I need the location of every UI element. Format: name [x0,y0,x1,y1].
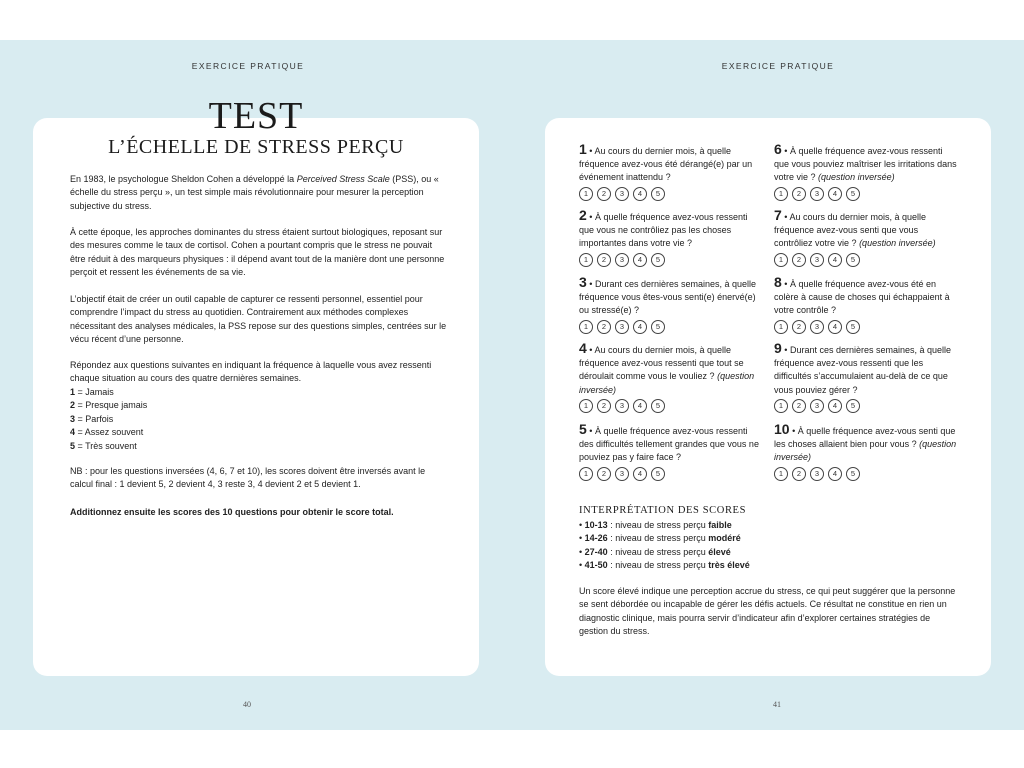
intro-paragraph-1 [70,173,450,213]
answer-option[interactable]: 4 [828,399,842,413]
scale-item: 1 = Jamais [70,387,114,397]
answer-options [774,320,959,334]
answer-option[interactable]: 5 [846,399,860,413]
scale-item: 2 = Presque jamais [70,400,148,411]
interpretation-item: • 41-50 : niveau de stress perçu très élevé [579,560,750,571]
interpretation-item: • 27-40 : niveau de stress perçu élevé [579,546,731,557]
book-spread [0,40,1024,730]
answer-option[interactable]: 1 [774,187,788,201]
question-5: 5 • À quelle fréquence avez-vous ressenti des difficultés tellement grandes que vous ne pouviez pas y faire face ? 1 2 3 4 5 [579,423,764,481]
answer-option[interactable]: 4 [633,320,647,334]
answer-option[interactable]: 2 [792,187,806,201]
answer-options [774,187,959,201]
answer-option[interactable]: 3 [615,320,629,334]
answer-option[interactable]: 5 [846,187,860,201]
interpretation-item: • 14-26 : niveau de stress perçu modéré [579,533,741,544]
intro-paragraph-3: L’objectif était de créer un outil capable de capturer ce ressenti personnel, essentiel pour comprendre l’impact du stress au quotidien. Contrairement aux méthodes complexes nécessitant des analyses médicales, la PSS repose sur des questions simples, centrées sur le vécu récent d’une personne. [70,294,447,345]
answer-option[interactable]: 2 [792,467,806,481]
answer-option[interactable]: 2 [792,320,806,334]
answer-option[interactable]: 5 [846,467,860,481]
intro-paragraph-4: Répondez aux questions suivantes en indiquant la fréquence à laquelle vous avez ressenti chaque situation au cours des quatre dernières semaines. [70,360,432,384]
question-7: 7 • Au cours du dernier mois, à quelle fréquence avez-vous senti que vous contrôliez votre vie ? (question inversée) 1 2 3 4 5 [774,209,959,267]
answer-option[interactable]: 3 [810,467,824,481]
answer-option[interactable]: 4 [633,467,647,481]
answer-option[interactable]: 2 [597,467,611,481]
answer-option[interactable]: 2 [597,253,611,267]
answer-option[interactable]: 1 [774,253,788,267]
answer-option[interactable]: 4 [828,320,842,334]
answer-option[interactable]: 4 [828,187,842,201]
answer-option[interactable]: 1 [579,320,593,334]
intro-p1-start: En 1983, le psychologue Sheldon Cohen a développé la [70,174,297,184]
answer-option[interactable]: 1 [579,187,593,201]
scale-item: 4 = Assez souvent [70,427,144,438]
question-1: 1 • Au cours du dernier mois, à quelle fréquence avez-vous été dérangé(e) par un événement inattendu ? 1 2 3 4 5 [579,143,764,201]
question-2: 2 • À quelle fréquence avez-vous ressenti que vous ne contrôliez pas les choses importantes dans votre vie ? 1 2 3 4 5 [579,209,764,267]
answer-option[interactable]: 3 [615,253,629,267]
answer-option[interactable]: 5 [651,187,665,201]
question-4: 4 • Au cours du dernier mois, à quelle fréquence avez-vous ressenti que tout se déroulait comme vous le vouliez ? (question inversée) 1 2 3 4 5 [579,342,764,413]
answer-option[interactable]: 3 [615,467,629,481]
page-header-right: EXERCICE PRATIQUE [721,61,835,71]
answer-option[interactable]: 5 [846,253,860,267]
nb-note: NB : pour les questions inversées (4, 6, 7 et 10), les scores doivent être inversés avant le calcul final : 1 devient 5, 2 devient 4, 3 reste 3, 4 devient 2 et 5 devient 1. [70,466,426,490]
answer-option[interactable]: 5 [651,320,665,334]
answer-option[interactable]: 4 [828,253,842,267]
answer-option[interactable]: 5 [651,399,665,413]
test-title: TEST [208,95,304,137]
answer-option[interactable]: 3 [810,253,824,267]
answer-options [774,253,959,267]
answer-option[interactable]: 5 [651,253,665,267]
interpretation-title: INTERPRÉTATION DES SCORES [579,505,747,516]
answer-option[interactable]: 3 [615,187,629,201]
answer-option[interactable]: 1 [579,467,593,481]
scale-item: 3 = Parfois [70,413,114,424]
answer-options [579,399,764,413]
answer-option[interactable]: 5 [846,320,860,334]
interpretation-list [579,519,750,573]
answer-option[interactable]: 4 [828,467,842,481]
answer-option[interactable]: 3 [615,399,629,413]
answer-options [774,467,959,481]
question-8: 8 • À quelle fréquence avez-vous été en colère à cause de choses qui échappaient à votre contrôle ? 1 2 3 4 5 [774,276,959,334]
answer-option[interactable]: 3 [810,320,824,334]
frequency-scale [70,386,450,453]
scale-item: 5 = Très souvent [70,440,137,451]
page-header-left: EXERCICE PRATIQUE [191,61,305,71]
answer-options [579,253,764,267]
answer-option[interactable]: 2 [597,187,611,201]
answer-option[interactable]: 2 [597,320,611,334]
test-subtitle: L’ÉCHELLE DE STRESS PERÇU [108,136,404,158]
answer-option[interactable]: 4 [633,399,647,413]
answer-option[interactable]: 1 [579,399,593,413]
answer-option[interactable]: 5 [651,467,665,481]
final-instruction: Additionnez ensuite les scores des 10 questions pour obtenir le score total. [70,507,394,517]
answer-option[interactable]: 4 [633,253,647,267]
answer-option[interactable]: 1 [774,320,788,334]
page-number-right: 41 [773,700,781,709]
answer-options [579,467,764,481]
intro-p1-emphasis: Perceived Stress Scale [296,174,390,184]
answer-options [579,320,764,334]
interpretation-item: • 10-13 : niveau de stress perçu faible [579,520,732,530]
question-6: 6 • À quelle fréquence avez-vous ressenti que vous pouviez maîtriser les irritations dans votre vie ? (question inversée) 1 2 3 4 5 [774,143,959,201]
answer-options [579,187,764,201]
answer-option[interactable]: 4 [633,187,647,201]
answer-option[interactable]: 2 [597,399,611,413]
intro-paragraph-2: À cette époque, les approches dominantes du stress étaient surtout biologiques, reposant sur des mesures comme le taux de cortisol. Cohen a pourtant compris que le stress ne pouvait être réduit à des marqueurs physiques : il dépend avant tout de la manière dont une personne perçoit et ressent les événements de sa vie. [70,227,445,278]
answer-options [774,399,959,413]
answer-option[interactable]: 1 [774,467,788,481]
question-9: 9 • Durant ces dernières semaines, à quelle fréquence avez-vous ressenti que les difficultés s’accumulaient au-delà de ce que vous pouviez gérer ? 1 2 3 4 5 [774,342,959,413]
page-number-left: 40 [243,700,251,709]
question-10: 10 • À quelle fréquence avez-vous senti que les choses allaient bien pour vous ? (question inversée) 1 2 3 4 5 [774,423,959,481]
question-3: 3 • Durant ces dernières semaines, à quelle fréquence vous êtes-vous senti(e) énervé(e) ou stressé(e) ? 1 2 3 4 5 [579,276,764,334]
answer-option[interactable]: 3 [810,187,824,201]
intro-p1-end: (PSS), ou « échelle du stress perçu », un test simple mais révolutionnaire pour mesurer la perception subjective du stress. [70,174,439,211]
interpretation-text: Un score élevé indique une perception accrue du stress, ce qui peut suggérer que la personne se sent débordée ou incapable de gérer les défis actuels. Ce résultat ne constitue en rien un diagnostic clinique, mais pourra servir d’indicateur afin d’explorer certaines stratégies de gestion du stress. [579,586,956,637]
answer-option[interactable]: 1 [579,253,593,267]
answer-option[interactable]: 2 [792,399,806,413]
answer-option[interactable]: 3 [810,399,824,413]
answer-option[interactable]: 2 [792,253,806,267]
answer-option[interactable]: 1 [774,399,788,413]
